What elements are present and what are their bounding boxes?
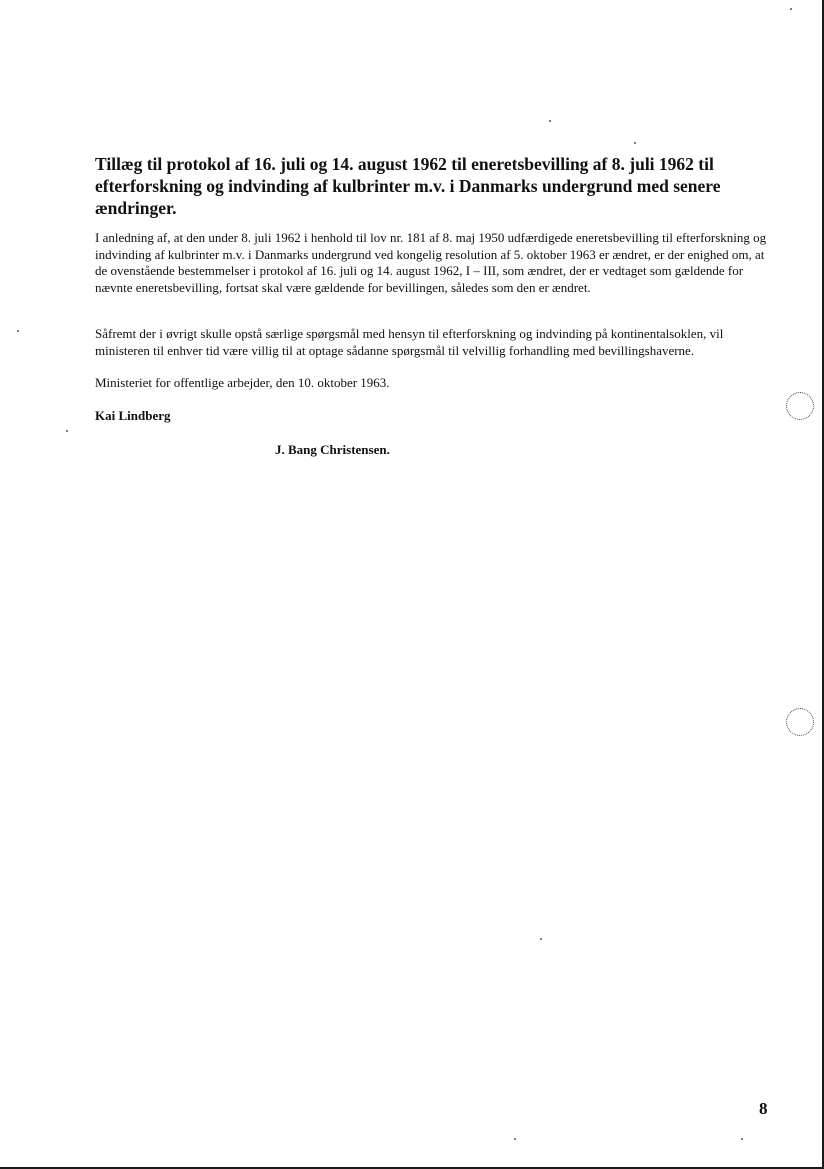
scan-speck [549, 120, 551, 122]
scan-speck [790, 8, 792, 10]
scan-speck [66, 430, 68, 432]
scan-speck [17, 330, 19, 332]
scan-speck [514, 1138, 516, 1140]
date-line: Ministeriet for offentlige arbejder, den 10. oktober 1963. [95, 375, 390, 390]
body-paragraph: I anledning af, at den under 8. juli 1962 i henhold til lov nr. 181 af 8. maj 1950 udfærdigede eneretsbevilling til efterforskning og indvinding af kulbrinter m.v. i Danmarks undergrund ved kongelig resolution af 5. oktober 1963 er ændret, er der enighed om, at de ovenstående bestemmelser i protokol af 16. juli og 14. august 1962, I – III, som ændret, der er vedtaget som gældende for nævnte eneretsbevilling, fortsat skal være gældende for bevillingen, således som den er ændret. [95, 230, 767, 295]
signature-countersign: J. Bang Christensen. [275, 442, 390, 457]
signature-minister: Kai Lindberg [95, 408, 171, 423]
punch-hole-mark [786, 708, 814, 736]
scan-speck [634, 142, 636, 144]
document-title: Tillæg til protokol af 16. juli og 14. august 1962 til eneretsbevilling af 8. juli 1962 til efterforskning og indvinding af kulbrinter m.v. i Danmarks undergrund med senere ændringer. [95, 154, 721, 218]
punch-hole-mark [786, 392, 814, 420]
page-number: 8 [759, 1099, 768, 1118]
body-paragraph: Såfremt der i øvrigt skulle opstå særlige spørgsmål med hensyn til efterforskning og indvinding på kontinentalsoklen, vil ministeren til enhver tid være villig til at optage sådanne spørgsmål til velvillig forhandling med bevillingshaverne. [95, 326, 724, 358]
scan-speck [741, 1138, 743, 1140]
scan-speck [540, 938, 542, 940]
